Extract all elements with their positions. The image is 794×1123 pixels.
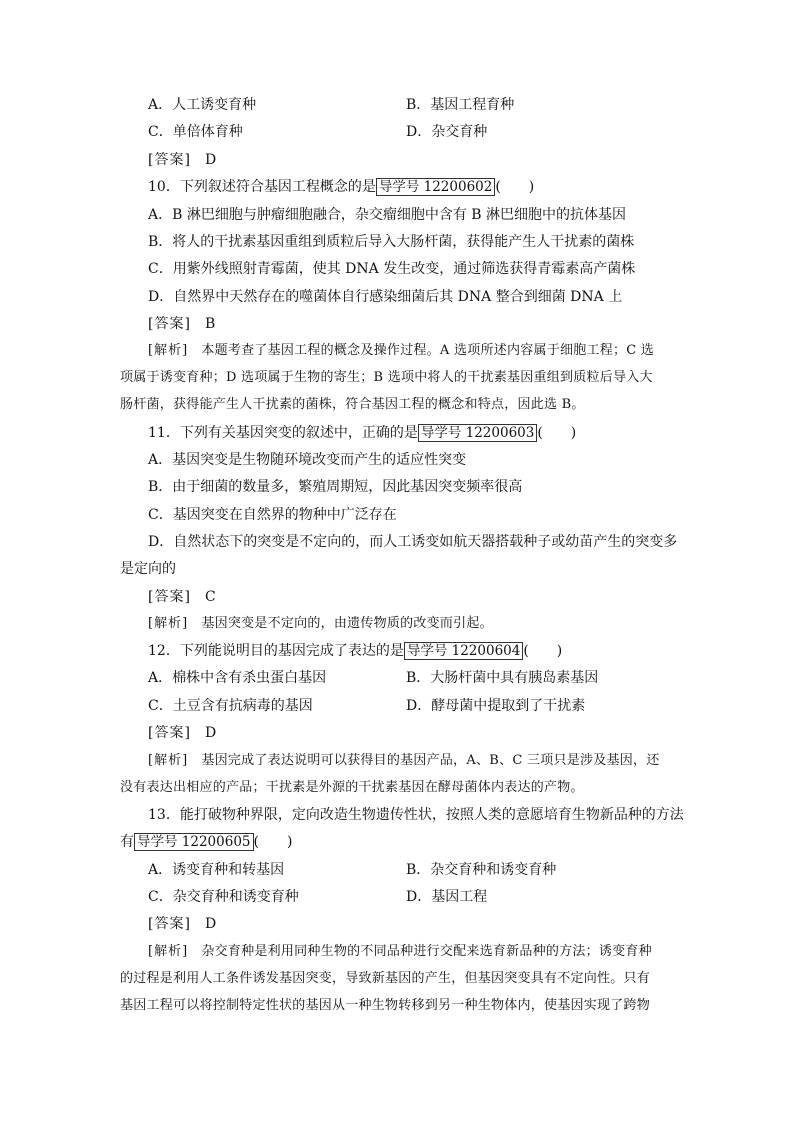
answer-value: B — [204, 316, 216, 332]
q12-explanation-line-2: 没有表达出相应的产品；干扰素是外源的干扰素基因在酵母菌体内表达的产物。 — [120, 780, 584, 795]
q13-explanation-line-3: 基因工程可以将控制特定性状的基因从一种生物转移到另一种生物体内，使基因实现了跨物 — [120, 998, 651, 1013]
answer-tag: [答案] — [148, 316, 191, 332]
q12-option-c: C．土豆含有抗病毒的基因 — [148, 698, 313, 714]
answer-tag: [答案] — [148, 725, 191, 741]
q12-answer — [148, 723, 216, 743]
q10-stem — [148, 177, 534, 197]
q13-stem-line-1: 13．能打破物种界限，定向改造生物遗传性状，按照人类的意愿培育生物新品种的方法 — [148, 807, 684, 823]
question-text: 11．下列有关基因突变的叙述中，正确的是 — [148, 425, 418, 441]
guide-number-link[interactable]: 导学号 12200605 — [134, 833, 254, 851]
q11-option-c: C．基因突变在自然界的物种中广泛存在 — [148, 507, 397, 523]
answer-value: D — [204, 725, 217, 741]
answer-bracket: ( ) — [495, 179, 535, 195]
explanation-text: 杂交育种是利用同种生物的不同品种进行交配来选育新品种的方法；诱变育种 — [201, 944, 652, 959]
q13-explanation-line-1 — [148, 942, 652, 962]
q12-option-d: D．酵母菌中提取到了干扰素 — [406, 698, 586, 714]
q10-explanation-line-2: 项属于诱变育种；D 选项属于生物的寄生；B 选项中将人的干扰素基因重组到质粒后导入大 — [120, 370, 653, 385]
guide-number-link[interactable]: 导学号 12200604 — [404, 642, 524, 660]
q11-explanation-line-1 — [148, 614, 493, 634]
q9-answer — [148, 150, 216, 170]
answer-value: D — [204, 152, 217, 168]
answer-bracket: ( ) — [537, 425, 577, 441]
q13-answer — [148, 914, 216, 934]
q11-option-d-continued: 是定向的 — [120, 561, 176, 577]
explanation-text: 基因突变是不定向的，由遗传物质的改变而引起。 — [201, 616, 493, 631]
q11-option-a: A．基因突变是生物随环境改变而产生的适应性突变 — [148, 452, 467, 468]
explanation-tag: [解析] — [148, 753, 189, 768]
q10-answer — [148, 314, 215, 334]
q13-explanation-line-2: 的过程是利用人工条件诱发基因突变，导致新基因的产生，但基因突变具有不定向性。只有 — [120, 971, 651, 986]
q12-option-b: B．大肠杆菌中具有胰岛素基因 — [406, 670, 599, 686]
q10-option-d: D．自然界中天然存在的噬菌体自行感染细菌后其 DNA 整合到细菌 DNA 上 — [148, 289, 623, 305]
q10-option-a: A．B 淋巴细胞与肿瘤细胞融合，杂交瘤细胞中含有 B 淋巴细胞中的抗体基因 — [148, 207, 627, 223]
answer-tag: [答案] — [148, 916, 191, 932]
explanation-tag: [解析] — [148, 616, 189, 631]
answer-value: C — [204, 589, 216, 605]
explanation-text: 本题考查了基因工程的概念及操作过程。A 选项所述内容属于细胞工程；C 选 — [201, 343, 655, 358]
q13-option-b: B．杂交育种和诱变育种 — [406, 862, 557, 878]
q11-option-b: B．由于细菌的数量多，繁殖周期短，因此基因突变频率很高 — [148, 479, 523, 495]
q13-option-c: C．杂交育种和诱变育种 — [148, 889, 299, 905]
q11-stem — [148, 423, 576, 443]
guide-number-link[interactable]: 导学号 12200602 — [376, 178, 496, 196]
q13-option-a: A．诱变育种和转基因 — [148, 862, 285, 878]
explanation-text: 基因完成了表达说明可以获得目的基因产品，A、B、C 三项只是涉及基因，还 — [201, 753, 660, 768]
q9-option-d: D．杂交育种 — [406, 124, 488, 140]
q9-option-a: A．人工诱变育种 — [148, 97, 257, 113]
q12-stem — [148, 641, 562, 661]
explanation-tag: [解析] — [148, 343, 189, 358]
q10-explanation-line-1 — [148, 341, 654, 361]
q10-option-c: C．用紫外线照射青霉菌，使其 DNA 发生改变，通过筛选获得青霉素高产菌株 — [148, 261, 636, 277]
answer-value: D — [204, 916, 217, 932]
q12-explanation-line-1 — [148, 751, 659, 771]
answer-bracket: ( ) — [523, 643, 563, 659]
answer-tag: [答案] — [148, 589, 191, 605]
q10-option-b: B．将人的干扰素基因重组到质粒后导入大肠杆菌，获得能产生人干扰素的菌株 — [148, 234, 635, 250]
q11-answer — [148, 587, 216, 607]
question-text: 12．下列能说明目的基因完成了表达的是 — [148, 643, 404, 659]
answer-tag: [答案] — [148, 152, 191, 168]
q11-option-d: D．自然状态下的突变是不定向的，而人工诱变如航天器搭载种子或幼苗产生的突变多 — [148, 534, 678, 550]
q13-option-d: D．基因工程 — [406, 889, 488, 905]
q10-explanation-line-3: 肠杆菌，获得能产生人干扰素的菌株，符合基因工程的概念和特点，因此选 B。 — [120, 397, 585, 412]
question-text: 10．下列叙述符合基因工程概念的是 — [148, 179, 376, 195]
explanation-tag: [解析] — [148, 944, 189, 959]
q12-option-a: A．棉株中含有杀虫蛋白基因 — [148, 670, 327, 686]
q13-stem-line-2 — [120, 832, 292, 852]
question-text: 有 — [120, 834, 134, 850]
guide-number-link[interactable]: 导学号 12200603 — [418, 424, 538, 442]
q9-option-b: B．基因工程育种 — [406, 97, 515, 113]
q9-option-c: C．单倍体育种 — [148, 124, 243, 140]
answer-bracket: ( ) — [253, 834, 293, 850]
